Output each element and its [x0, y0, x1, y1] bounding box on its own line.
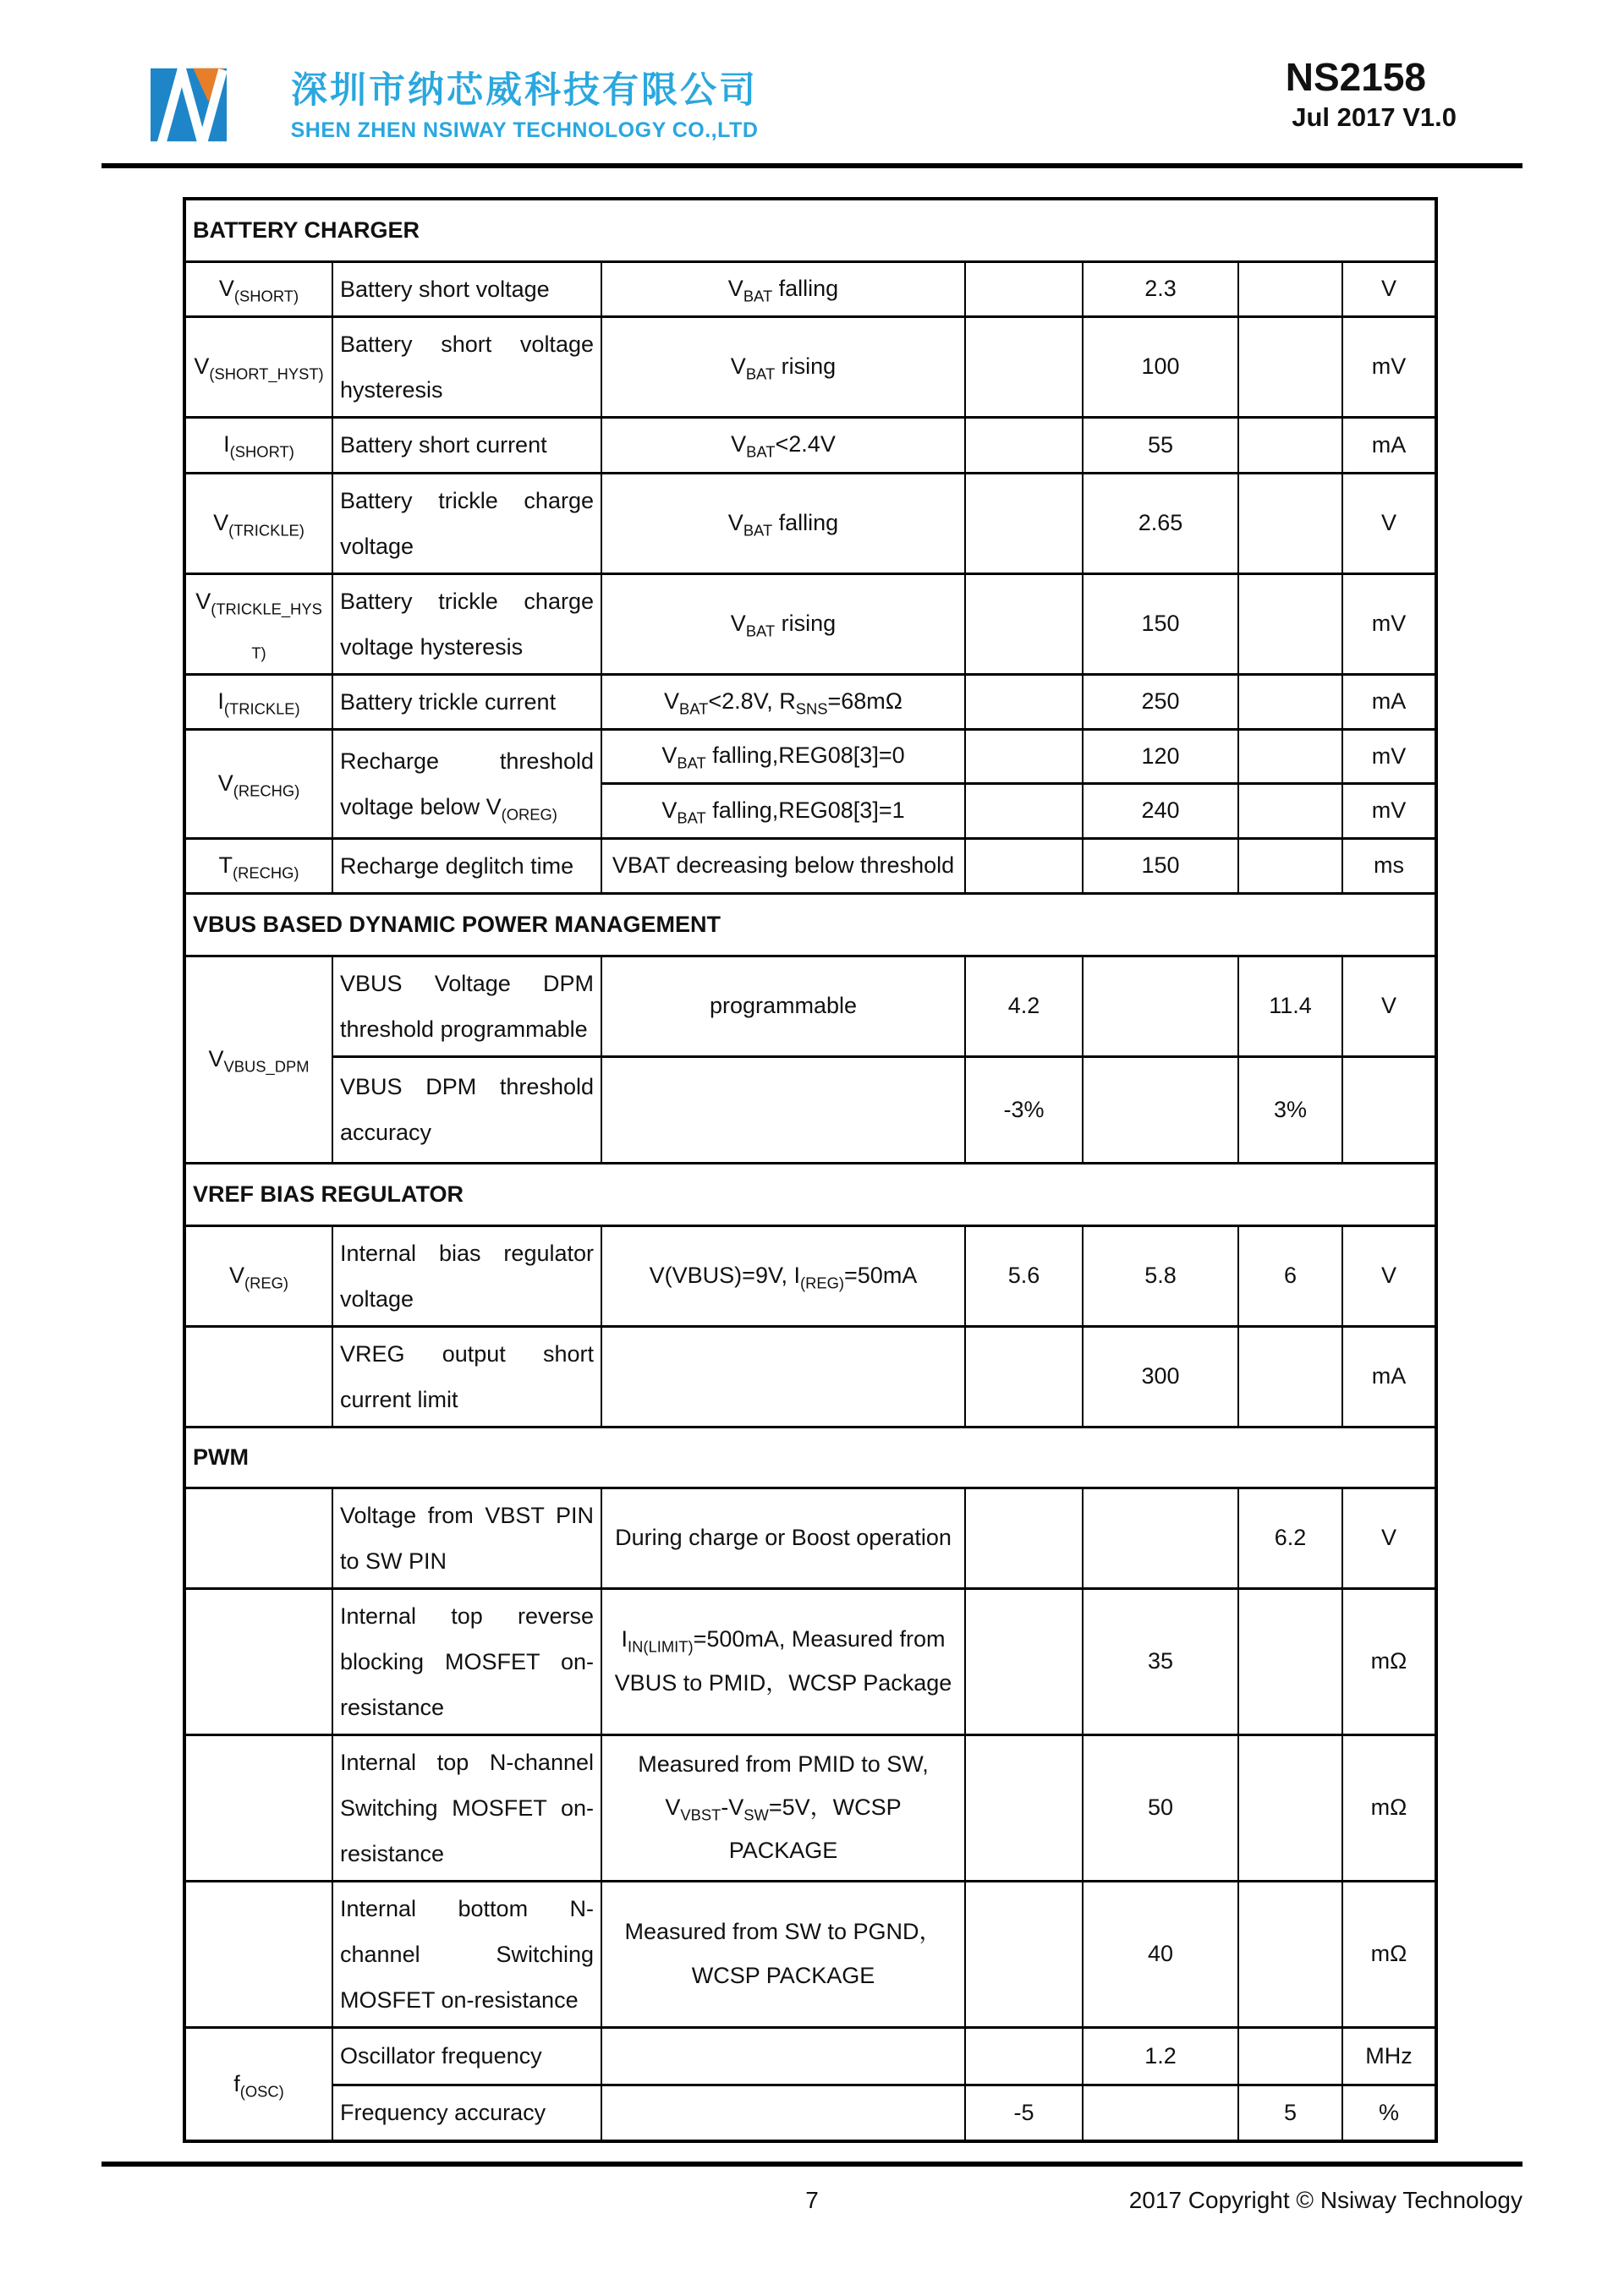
parameter-cell: Internal top N-channel Switching MOSFET on-resistance [332, 1734, 601, 1881]
section-title: PWM [184, 1427, 1436, 1488]
max-cell [1238, 783, 1342, 838]
min-cell [965, 729, 1083, 783]
max-cell: 3% [1238, 1056, 1342, 1163]
unit-cell: mV [1342, 729, 1436, 783]
footer-divider [102, 2162, 1522, 2167]
min-cell [965, 261, 1083, 316]
unit-cell: mA [1342, 674, 1436, 729]
typ-cell: 150 [1083, 838, 1238, 893]
typ-cell [1083, 1056, 1238, 1163]
unit-cell: V [1342, 1225, 1436, 1326]
parameter-cell: Recharge deglitch time [332, 838, 601, 893]
conditions-cell: Measured from PMID to SW, $V_{VBST}-V_{SW}=5V$，WCSP PACKAGE [601, 1734, 965, 1881]
table-row [184, 1488, 1436, 1588]
company-name-chinese: 深圳市纳芯威科技有限公司 [291, 70, 758, 111]
table-row [184, 1056, 1436, 1163]
unit-cell: mΩ [1342, 1881, 1436, 2027]
copyright-text: 2017 Copyright © Nsiway Technology [1128, 2187, 1522, 2213]
conditions-cell [601, 1326, 965, 1427]
table-row [184, 838, 1436, 893]
typ-cell: 5.8 [1083, 1225, 1238, 1326]
typ-cell: 1.2 [1083, 2027, 1238, 2085]
section-row [184, 1163, 1436, 1225]
symbol-cell: $f_{(OSC)}$ [184, 2027, 332, 2141]
symbol-cell: $V_{(SHORT)}$ [184, 261, 332, 316]
symbol-cell: $I_{(SHORT)}$ [184, 417, 332, 473]
min-cell [965, 2027, 1083, 2085]
min-cell: 5.6 [965, 1225, 1083, 1326]
section-title: VREF BIAS REGULATOR [184, 1163, 1436, 1225]
table-row [184, 1881, 1436, 2027]
conditions-cell: programmable [601, 956, 965, 1056]
table-row [184, 2027, 1436, 2085]
conditions-cell: $I_{IN(LIMIT)}=500mA$, Measured from VBUS to PMID，WCSP Package [601, 1588, 965, 1734]
min-cell: -5 [965, 2085, 1083, 2141]
max-cell [1238, 674, 1342, 729]
unit-cell [1342, 1056, 1436, 1163]
table-row [184, 1588, 1436, 1734]
conditions-cell: $V_{BAT}$ falling [601, 261, 965, 316]
typ-cell: 120 [1083, 729, 1238, 783]
max-cell: 6 [1238, 1225, 1342, 1326]
max-cell [1238, 417, 1342, 473]
typ-cell [1083, 956, 1238, 1056]
min-cell [965, 783, 1083, 838]
unit-cell: ms [1342, 838, 1436, 893]
max-cell [1238, 1881, 1342, 2027]
max-cell [1238, 2027, 1342, 2085]
symbol-cell [184, 1326, 332, 1427]
conditions-cell: $V_{BAT}<2.4V$ [601, 417, 965, 473]
unit-cell: % [1342, 2085, 1436, 2141]
table-row [184, 473, 1436, 573]
parameter-cell: Battery trickle current [332, 674, 601, 729]
section-title: BATTERY CHARGER [184, 199, 1436, 261]
table-row [184, 417, 1436, 473]
typ-cell [1083, 1488, 1238, 1588]
parameter-cell: Battery trickle charge voltage [332, 473, 601, 573]
typ-cell: 100 [1083, 316, 1238, 417]
max-cell: 11.4 [1238, 956, 1342, 1056]
conditions-cell: Measured from SW to PGND，WCSP PACKAGE [601, 1881, 965, 2027]
table-row [184, 1225, 1436, 1326]
unit-cell: mV [1342, 783, 1436, 838]
table-row [184, 956, 1436, 1056]
page-number: 7 [805, 2187, 819, 2213]
company-name-block [288, 71, 761, 143]
min-cell [965, 674, 1083, 729]
min-cell [965, 1881, 1083, 2027]
unit-cell: V [1342, 261, 1436, 316]
typ-cell: 2.3 [1083, 261, 1238, 316]
unit-cell: mA [1342, 1326, 1436, 1427]
min-cell [965, 1734, 1083, 1881]
typ-cell: 250 [1083, 674, 1238, 729]
parameter-cell: Battery short voltage hysteresis [332, 316, 601, 417]
part-number: NS2158 [1285, 55, 1426, 99]
table-row [184, 1734, 1436, 1881]
typ-cell: 40 [1083, 1881, 1238, 2027]
parameter-cell: Battery trickle charge voltage hysteresis [332, 573, 601, 674]
company-logo [151, 68, 227, 142]
min-cell [965, 1588, 1083, 1734]
min-cell [965, 1326, 1083, 1427]
symbol-cell: $V_{VBUS\_DPM}$ [184, 956, 332, 1163]
min-cell: -3% [965, 1056, 1083, 1163]
unit-cell: mA [1342, 417, 1436, 473]
min-cell [965, 838, 1083, 893]
conditions-cell [601, 2027, 965, 2085]
conditions-cell: During charge or Boost operation [601, 1488, 965, 1588]
max-cell [1238, 1588, 1342, 1734]
document-id-block [1286, 56, 1457, 133]
parameter-cell: Internal bottom N-channel Switching MOSFET on-resistance [332, 1881, 601, 2027]
symbol-cell: $V_{(SHORT\_HYST)}$ [184, 316, 332, 417]
section-row [184, 893, 1436, 956]
typ-cell: 55 [1083, 417, 1238, 473]
company-name-english: SHEN ZHEN NSIWAY TECHNOLOGY CO.,LTD [290, 118, 759, 143]
symbol-cell: $T_{(RECHG)}$ [184, 838, 332, 893]
table-row [184, 573, 1436, 674]
parameter-cell: VBUS DPM threshold accuracy [332, 1056, 601, 1163]
symbol-cell: $V_{(TRICKLE)}$ [184, 473, 332, 573]
parameter-cell: Battery short voltage [332, 261, 601, 316]
section-title: VBUS BASED DYNAMIC POWER MANAGEMENT [184, 893, 1436, 956]
conditions-cell: $V_{BAT}$ falling,REG08[3]=1 [601, 783, 965, 838]
symbol-cell: $V_{(REG)}$ [184, 1225, 332, 1326]
symbol-cell: $I_{(TRICKLE)}$ [184, 674, 332, 729]
max-cell: 6.2 [1238, 1488, 1342, 1588]
electrical-characteristics-table [183, 197, 1438, 2143]
symbol-cell [184, 1881, 332, 2027]
max-cell [1238, 261, 1342, 316]
section-row [184, 1427, 1436, 1488]
conditions-cell: VBAT decreasing below threshold [601, 838, 965, 893]
max-cell [1238, 573, 1342, 674]
symbol-cell: $V_{(RECHG)}$ [184, 729, 332, 838]
table-row [184, 674, 1436, 729]
symbol-cell [184, 1588, 332, 1734]
typ-cell: 240 [1083, 783, 1238, 838]
parameter-cell: Voltage from VBST PIN to SW PIN [332, 1488, 601, 1588]
unit-cell: mV [1342, 316, 1436, 417]
section-row [184, 199, 1436, 261]
unit-cell: MHz [1342, 2027, 1436, 2085]
parameter-cell: Frequency accuracy [332, 2085, 601, 2141]
min-cell [965, 417, 1083, 473]
unit-cell: V [1342, 956, 1436, 1056]
max-cell [1238, 316, 1342, 417]
min-cell [965, 316, 1083, 417]
max-cell [1238, 473, 1342, 573]
parameter-cell: Oscillator frequency [332, 2027, 601, 2085]
revision-date: Jul 2017 V1.0 [1292, 101, 1457, 132]
header-divider [102, 163, 1522, 168]
conditions-cell [601, 2085, 965, 2141]
max-cell [1238, 729, 1342, 783]
typ-cell: 50 [1083, 1734, 1238, 1881]
min-cell [965, 473, 1083, 573]
max-cell [1238, 838, 1342, 893]
parameter-cell: Internal top reverse blocking MOSFET on-resistance [332, 1588, 601, 1734]
parameter-cell: Battery short current [332, 417, 601, 473]
typ-cell: 150 [1083, 573, 1238, 674]
conditions-cell: $V_{BAT}$ rising [601, 573, 965, 674]
max-cell: 5 [1238, 2085, 1342, 2141]
min-cell [965, 1488, 1083, 1588]
unit-cell: mΩ [1342, 1734, 1436, 1881]
table-row [184, 2085, 1436, 2141]
conditions-cell: $V_{BAT}$ rising [601, 316, 965, 417]
min-cell: 4.2 [965, 956, 1083, 1056]
symbol-cell: $V_{(TRICKLE\_HYST)}$ [184, 573, 332, 674]
min-cell [965, 573, 1083, 674]
conditions-cell [601, 1056, 965, 1163]
max-cell [1238, 1734, 1342, 1881]
unit-cell: V [1342, 1488, 1436, 1588]
unit-cell: mΩ [1342, 1588, 1436, 1734]
conditions-cell: $V_{BAT}$ falling,REG08[3]=0 [601, 729, 965, 783]
typ-cell: 2.65 [1083, 473, 1238, 573]
table-row [184, 729, 1436, 783]
conditions-cell: $V_{BAT}$ falling [601, 473, 965, 573]
conditions-cell: V(VBUS)=9V, $I_{(REG)}=50mA$ [601, 1225, 965, 1326]
symbol-cell [184, 1734, 332, 1881]
table-row [184, 1326, 1436, 1427]
typ-cell [1083, 2085, 1238, 2141]
unit-cell: mV [1342, 573, 1436, 674]
max-cell [1238, 1326, 1342, 1427]
parameter-cell: VREG output short current limit [332, 1326, 601, 1427]
typ-cell: 35 [1083, 1588, 1238, 1734]
table-row [184, 261, 1436, 316]
parameter-cell: VBUS Voltage DPM threshold programmable [332, 956, 601, 1056]
unit-cell: V [1342, 473, 1436, 573]
parameter-cell: Internal bias regulator voltage [332, 1225, 601, 1326]
conditions-cell: $V_{BAT}<2.8V$, $R_{SNS}=68m\Omega$ [601, 674, 965, 729]
typ-cell: 300 [1083, 1326, 1238, 1427]
parameter-cell: Recharge threshold voltage below $V_{(OREG)}$ [332, 729, 601, 838]
symbol-cell [184, 1488, 332, 1588]
table-row [184, 316, 1436, 417]
